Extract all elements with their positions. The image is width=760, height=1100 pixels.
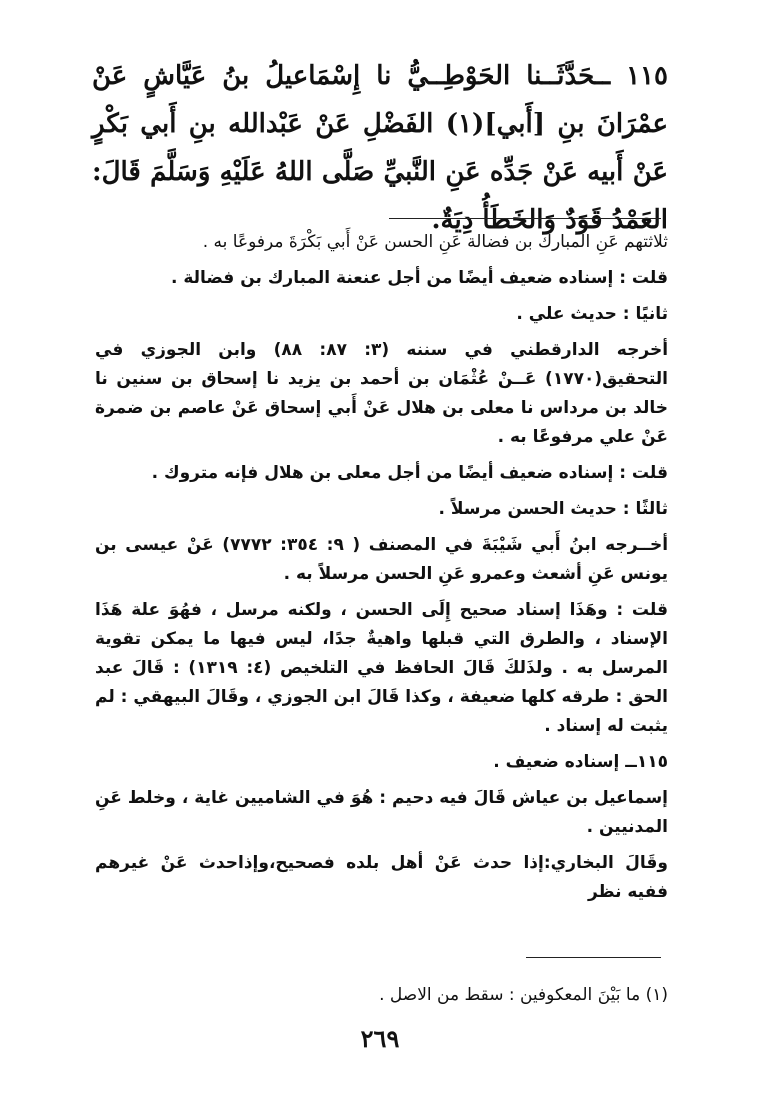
commentary-paragraph: قلت : إسناده ضعيف أيضًا من أجل عنعنة المبارك بن فضالة .: [170, 268, 668, 288]
notes-separator-line: [389, 218, 661, 219]
commentary-paragraph: أخــرجه ابنُ أَبي شَيْبَةَ في المصنف ( ٩: ٣٥٤: ٧٧٧٢) عَنْ عيسى بن يونس عَنِ أشعث وعمرو عَنِ الحسن مرسلاً به .: [95, 535, 669, 584]
commentary-paragraph: أخرجه الدارقطني في سننه (٣: ٨٧: ٨٨) وابن الجوزي في التحقيق(١٧٧٠) عَــنْ عُثْمَان بن أحمد بن يزيد نا إسحاق بن سنين نا خالد بن مرداس نا معلى بن هلال عَنْ أَبي إسحاق عَنْ عاصم بن ضمرة عَنْ علي مرفوعًا به .: [95, 340, 669, 447]
commentary-paragraph: إسماعيل بن عياش قَالَ فيه دحيم : هُوَ في الشاميين غاية ، وخلط عَنِ المدنيين .: [95, 788, 668, 837]
hadith-text-block: [92, 52, 668, 244]
commentary-paragraph: ثالثًا : حديث الحسن مرسلاً .: [438, 499, 668, 519]
commentary-block: [95, 228, 668, 914]
footnote: (١) ما بَيْنَ المعكوفين : سقط من الاصل .: [379, 985, 668, 1005]
commentary-paragraph: قلت : وهَذَا إسناد صحيح إِلَى الحسن ، ولكنه مرسل ، فهُوَ علة هَذَا الإسناد ، والطرق التي قبلها واهيةٌ جدًا، ليس فيها ما يمكن تقوية المرسل به . ولذَلكَ قَالَ الحافظ في التلخيص (٤: ١٣١٩) : قَالَ عبد الحق : طرقه كلها ضعيفة ، وكذا قَالَ ابن الجوزي ، وقَالَ البيهقي : لم يثبت له إسناد .: [95, 600, 668, 736]
commentary-paragraph: قلت : إسناده ضعيف أيضًا من أجل معلى بن هلال فإنه متروك .: [151, 463, 668, 483]
commentary-paragraph: ثلاثتهم عَنِ المبارك بن فضالة عَنِ الحسن عَنْ أَبي بَكْرَةَ مرفوعًا به .: [202, 232, 668, 252]
commentary-paragraph: ثانيًا : حديث علي .: [516, 304, 668, 324]
hadith-115-text: ١١٥ ــحَدَّثَــنا الحَوْطِــيُّ نا إِسْمَاعيلُ بنُ عَيَّاشٍ عَنْ عمْرَانَ بنِ [أَبي](١) الفَضْلِ عَنْ عَبْدالله بنِ أَبي بَكْرٍ عَنْ أَبيه عَنْ جَدِّه عَنِ النَّبيِّ صَلَّى اللهُ عَلَيْهِ وَسَلَّمَ قَالَ: العَمْدُ قَوَدٌ وَالخَطَأُ دِيَةٌ.: [92, 61, 668, 235]
commentary-paragraph: ١١٥ــ إسناده ضعيف .: [493, 752, 668, 772]
footnote-separator-line: [526, 957, 661, 958]
commentary-paragraph: وقَالَ البخاري:إذا حدث عَنْ أهل بلده فصحيح،وإذاحدث عَنْ غيرهم ففيه نظر: [95, 853, 668, 902]
page-number: ٢٦٩: [360, 1024, 400, 1053]
